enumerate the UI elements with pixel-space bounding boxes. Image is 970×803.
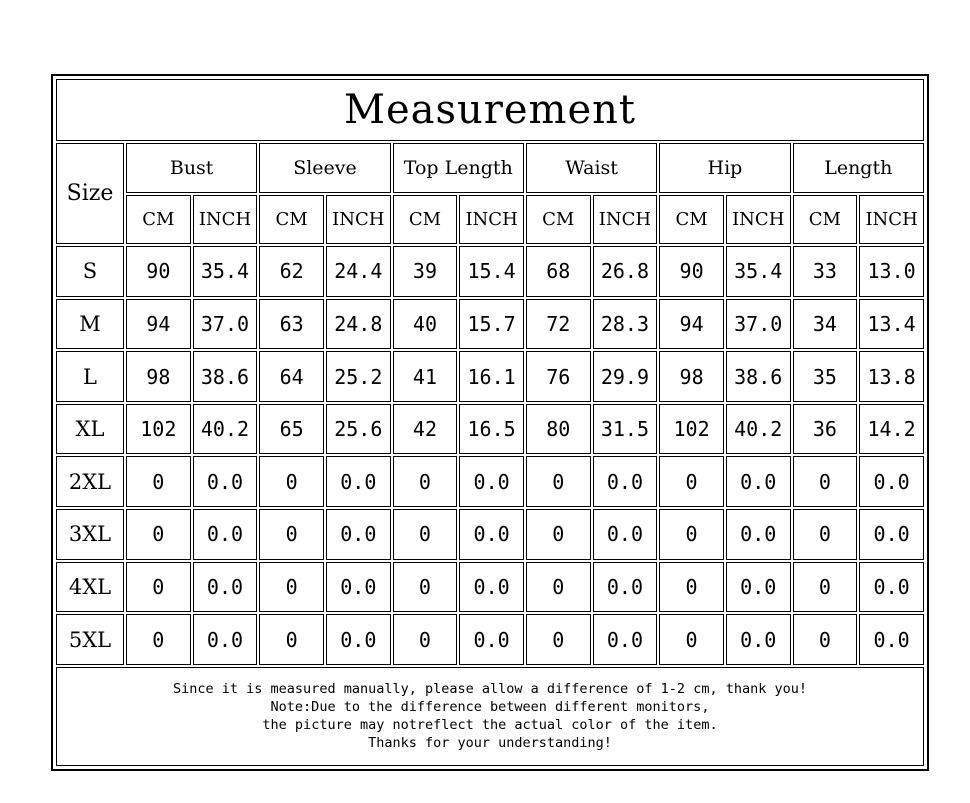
value-cell: 13.8 bbox=[859, 351, 924, 402]
unit-inch-sleeve: INCH bbox=[326, 195, 391, 245]
table-row bbox=[56, 509, 924, 560]
value-cell: 0.0 bbox=[593, 614, 658, 665]
size-cell: M bbox=[56, 299, 124, 350]
size-cell: 2XL bbox=[56, 456, 124, 507]
unit-inch-waist: INCH bbox=[593, 195, 658, 245]
value-cell: 0 bbox=[526, 614, 591, 665]
value-cell: 39 bbox=[393, 246, 458, 297]
unit-cm-bust: CM bbox=[126, 195, 191, 245]
value-cell: 98 bbox=[126, 351, 191, 402]
table-row bbox=[56, 299, 924, 350]
value-cell: 0.0 bbox=[593, 509, 658, 560]
value-cell: 28.3 bbox=[593, 299, 658, 350]
value-cell: 0 bbox=[393, 456, 458, 507]
value-cell: 37.0 bbox=[193, 299, 258, 350]
value-cell: 0 bbox=[259, 509, 324, 560]
value-cell: 0.0 bbox=[193, 614, 258, 665]
table-row bbox=[56, 351, 924, 402]
value-cell: 0.0 bbox=[726, 614, 791, 665]
value-cell: 0.0 bbox=[459, 509, 524, 560]
value-cell: 0 bbox=[526, 562, 591, 613]
value-cell: 38.6 bbox=[726, 351, 791, 402]
value-cell: 0.0 bbox=[459, 456, 524, 507]
value-cell: 0.0 bbox=[593, 456, 658, 507]
note-line: the picture may notreflect the actual color of the item. bbox=[262, 717, 718, 734]
value-cell: 0.0 bbox=[726, 456, 791, 507]
unit-cm-sleeve: CM bbox=[259, 195, 324, 245]
value-cell: 0 bbox=[259, 456, 324, 507]
value-cell: 0.0 bbox=[193, 456, 258, 507]
value-cell: 0 bbox=[659, 509, 724, 560]
value-cell: 33 bbox=[793, 246, 858, 297]
measurement-chart bbox=[51, 74, 929, 771]
unit-inch-top-length: INCH bbox=[459, 195, 524, 245]
size-cell: 5XL bbox=[56, 614, 124, 665]
unit-inch-length: INCH bbox=[859, 195, 924, 245]
value-cell: 0 bbox=[126, 509, 191, 560]
value-cell: 24.4 bbox=[326, 246, 391, 297]
unit-cm-waist: CM bbox=[526, 195, 591, 245]
unit-inch-bust: INCH bbox=[193, 195, 258, 245]
value-cell: 15.4 bbox=[459, 246, 524, 297]
group-header-row bbox=[56, 143, 924, 193]
table-row bbox=[56, 404, 924, 455]
value-cell: 94 bbox=[659, 299, 724, 350]
value-cell: 31.5 bbox=[593, 404, 658, 455]
value-cell: 0 bbox=[659, 562, 724, 613]
value-cell: 0.0 bbox=[859, 562, 924, 613]
unit-cm-length: CM bbox=[793, 195, 858, 245]
note-line: Thanks for your understanding! bbox=[368, 735, 612, 752]
value-cell: 72 bbox=[526, 299, 591, 350]
unit-cm-top-length: CM bbox=[393, 195, 458, 245]
value-cell: 0.0 bbox=[593, 562, 658, 613]
value-cell: 0.0 bbox=[193, 509, 258, 560]
header-length: Length bbox=[793, 143, 924, 193]
value-cell: 35.4 bbox=[193, 246, 258, 297]
header-top-length: Top Length bbox=[393, 143, 524, 193]
table-row bbox=[56, 456, 924, 507]
size-table bbox=[54, 77, 926, 768]
value-cell: 34 bbox=[793, 299, 858, 350]
value-cell: 90 bbox=[126, 246, 191, 297]
value-cell: 0 bbox=[259, 614, 324, 665]
value-cell: 36 bbox=[793, 404, 858, 455]
value-cell: 0.0 bbox=[193, 562, 258, 613]
table-row bbox=[56, 614, 924, 665]
value-cell: 13.4 bbox=[859, 299, 924, 350]
value-cell: 14.2 bbox=[859, 404, 924, 455]
value-cell: 41 bbox=[393, 351, 458, 402]
note-line: Note:Due to the difference between different monitors, bbox=[270, 699, 710, 716]
value-cell: 0.0 bbox=[859, 509, 924, 560]
value-cell: 15.7 bbox=[459, 299, 524, 350]
header-hip: Hip bbox=[659, 143, 790, 193]
value-cell: 24.8 bbox=[326, 299, 391, 350]
value-cell: 0.0 bbox=[459, 562, 524, 613]
value-cell: 0.0 bbox=[326, 456, 391, 507]
value-cell: 94 bbox=[126, 299, 191, 350]
value-cell: 90 bbox=[659, 246, 724, 297]
value-cell: 35.4 bbox=[726, 246, 791, 297]
value-cell: 0 bbox=[393, 509, 458, 560]
value-cell: 0 bbox=[659, 456, 724, 507]
size-column-header: Size bbox=[56, 143, 124, 244]
value-cell: 40.2 bbox=[193, 404, 258, 455]
unit-inch-hip: INCH bbox=[726, 195, 791, 245]
value-cell: 64 bbox=[259, 351, 324, 402]
value-cell: 0 bbox=[126, 614, 191, 665]
notes-block bbox=[56, 667, 924, 766]
value-cell: 42 bbox=[393, 404, 458, 455]
value-cell: 13.0 bbox=[859, 246, 924, 297]
value-cell: 0 bbox=[793, 614, 858, 665]
value-cell: 16.1 bbox=[459, 351, 524, 402]
size-cell: XL bbox=[56, 404, 124, 455]
value-cell: 76 bbox=[526, 351, 591, 402]
value-cell: 0 bbox=[659, 614, 724, 665]
value-cell: 37.0 bbox=[726, 299, 791, 350]
value-cell: 0 bbox=[393, 562, 458, 613]
value-cell: 40 bbox=[393, 299, 458, 350]
value-cell: 0.0 bbox=[859, 614, 924, 665]
value-cell: 35 bbox=[793, 351, 858, 402]
header-waist: Waist bbox=[526, 143, 657, 193]
value-cell: 102 bbox=[126, 404, 191, 455]
value-cell: 25.2 bbox=[326, 351, 391, 402]
value-cell: 0.0 bbox=[859, 456, 924, 507]
value-cell: 0 bbox=[126, 456, 191, 507]
value-cell: 40.2 bbox=[726, 404, 791, 455]
value-cell: 98 bbox=[659, 351, 724, 402]
table-row bbox=[56, 562, 924, 613]
value-cell: 102 bbox=[659, 404, 724, 455]
value-cell: 0.0 bbox=[326, 562, 391, 613]
value-cell: 0 bbox=[526, 456, 591, 507]
value-cell: 65 bbox=[259, 404, 324, 455]
value-cell: 0 bbox=[793, 562, 858, 613]
header-bust: Bust bbox=[126, 143, 257, 193]
value-cell: 68 bbox=[526, 246, 591, 297]
value-cell: 0.0 bbox=[726, 562, 791, 613]
value-cell: 0 bbox=[793, 456, 858, 507]
value-cell: 63 bbox=[259, 299, 324, 350]
note-line: Since it is measured manually, please allow a difference of 1-2 cm, thank you! bbox=[173, 681, 807, 698]
value-cell: 0.0 bbox=[726, 509, 791, 560]
value-cell: 0 bbox=[393, 614, 458, 665]
value-cell: 29.9 bbox=[593, 351, 658, 402]
size-cell: 3XL bbox=[56, 509, 124, 560]
value-cell: 0 bbox=[526, 509, 591, 560]
unit-cm-hip: CM bbox=[659, 195, 724, 245]
value-cell: 0 bbox=[793, 509, 858, 560]
value-cell: 0.0 bbox=[459, 614, 524, 665]
unit-header-row bbox=[56, 195, 924, 245]
size-cell: L bbox=[56, 351, 124, 402]
value-cell: 62 bbox=[259, 246, 324, 297]
title-row bbox=[56, 79, 924, 141]
header-sleeve: Sleeve bbox=[259, 143, 390, 193]
value-cell: 25.6 bbox=[326, 404, 391, 455]
value-cell: 38.6 bbox=[193, 351, 258, 402]
value-cell: 0.0 bbox=[326, 509, 391, 560]
value-cell: 0 bbox=[126, 562, 191, 613]
size-cell: S bbox=[56, 246, 124, 297]
size-cell: 4XL bbox=[56, 562, 124, 613]
value-cell: 0 bbox=[259, 562, 324, 613]
table-row bbox=[56, 246, 924, 297]
notes-row bbox=[56, 667, 924, 766]
value-cell: 80 bbox=[526, 404, 591, 455]
value-cell: 26.8 bbox=[593, 246, 658, 297]
chart-title: Measurement bbox=[56, 79, 924, 141]
value-cell: 0.0 bbox=[326, 614, 391, 665]
value-cell: 16.5 bbox=[459, 404, 524, 455]
